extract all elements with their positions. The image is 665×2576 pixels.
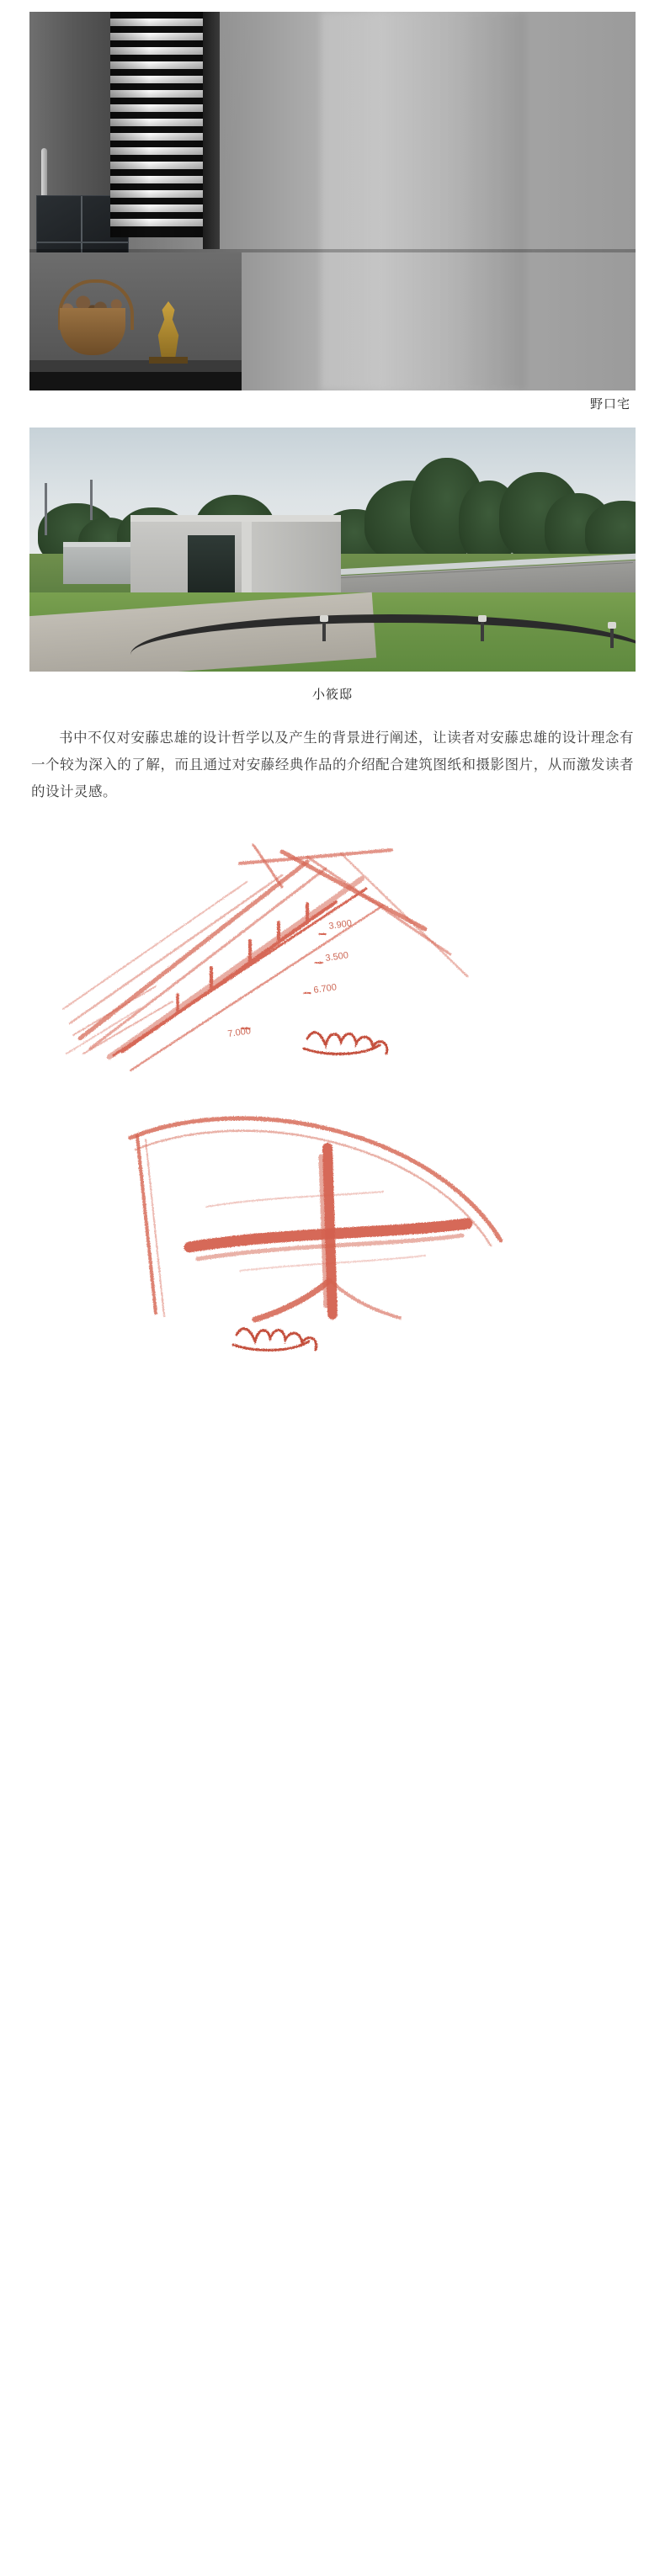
figure-noguchi-house-image [29,12,636,390]
garden-lamp [481,619,484,641]
garden-lamp [610,626,614,648]
main-volume-parapet [130,515,341,522]
wall-light-sheen [321,12,527,390]
louvre-shadow-overlay [110,12,208,237]
utility-pole [90,480,93,520]
sketch-dimension: 3.900 [327,917,353,932]
sketch-cross-plan [29,1106,636,1358]
body-paragraph: 书中不仅对安藤忠雄的设计哲学以及产生的背景进行阐述，让读者对安藤忠雄的设计理念有一个较为深入的了解，而且通过对安藤经典作品的介绍配合建筑图纸和摄影图片，从而激发读者的设计灵感。 [31,730,634,800]
sketch-stair-axonometric [29,828,636,1097]
window-mullion-horizontal [37,242,128,243]
sketch-signature [233,1328,317,1350]
table-top [29,360,242,372]
freestanding-wall [242,522,252,603]
wall-dark-edge [203,12,220,249]
garden-lamp [322,619,326,641]
sketch-dimension: 6.700 [312,981,338,996]
figure-koshino-house [29,428,636,703]
figure-noguchi-house [29,12,636,412]
entry-recess [188,535,235,598]
figure-noguchi-house-caption: 野口宅 [589,397,630,412]
right-concrete-wall [247,522,341,598]
figure-koshino-house-image [29,428,636,672]
figure-koshino-house-caption: 小筱邸 [311,688,353,702]
sketch-dimension: 7.000 [226,1025,252,1039]
wooden-carving-base [149,357,188,364]
document-page [0,12,665,1358]
dark-floor-band [29,372,242,390]
sketch-dimension: 3.500 [324,949,349,964]
utility-pole [45,483,47,535]
sketch-signature [304,1032,387,1054]
